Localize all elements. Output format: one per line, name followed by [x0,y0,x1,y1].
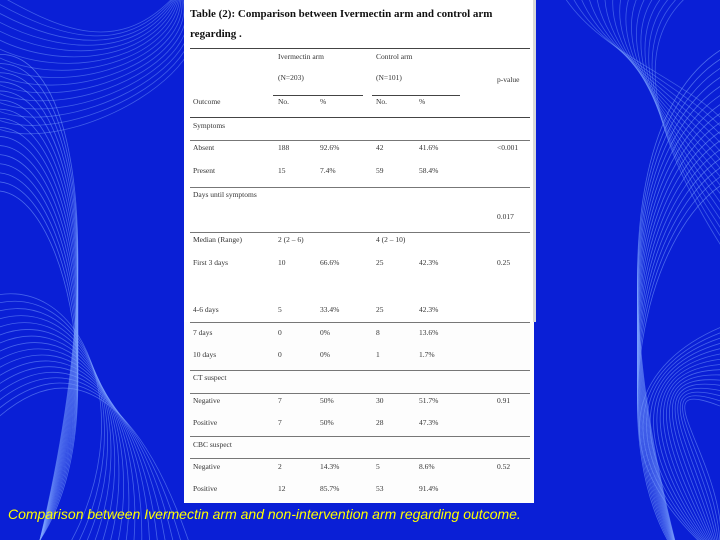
row-rule [190,187,530,188]
table-cell-p-value: 0.25 [497,258,511,267]
header-control-arm: Control arm [376,52,413,61]
background-wave-line [637,148,720,540]
table-cell-c2: 33.4% [320,305,340,314]
background-wave-line [0,191,78,540]
table-cell-outcome: 10 days [193,350,217,359]
table-cell-c1: 0 [278,328,282,337]
table-cell-c1: 15 [278,166,286,175]
table-title-line2: regarding . [190,28,242,40]
table-cell-c1: 5 [278,305,282,314]
table-cell-c4: 42.3% [419,305,439,314]
background-wave-line [0,0,184,93]
header-ivermectin-n: (N=203) [278,73,304,82]
table-cell-outcome: CBC suspect [193,440,232,449]
table-cell-c1: 0 [278,350,282,359]
table-cell-c1: 12 [278,484,286,493]
table-cell-outcome: Present [193,166,216,175]
table-cell-outcome: Negative [193,462,221,471]
background-wave-line [0,0,180,32]
row-rule [190,140,530,141]
slide-caption: Comparison between Ivermectin arm and non-intervention arm regarding outcome. [8,506,521,522]
table-cell-c4: 13.6% [419,328,439,337]
table-cell-outcome: 4-6 days [193,305,219,314]
row-rule [190,370,530,371]
table-cell-p-value: <0.001 [497,143,519,152]
table-cell-outcome: Negative [193,396,221,405]
row-rule [190,458,530,459]
background-wave-line [660,358,720,540]
background-wave-line [605,0,720,185]
table-cell-outcome: Absent [193,143,215,152]
control-rule [372,95,460,96]
table-cell-c3: 25 [376,305,384,314]
table-cell-c2: 66.6% [320,258,340,267]
background-wave-line [0,54,78,540]
table-cell-outcome: Symptoms [193,121,226,130]
table-cell-c4: 8.6% [419,462,435,471]
table-cell-p-value: 0.52 [497,462,511,471]
table-cell-outcome: Positive [193,484,218,493]
background-wave-line [652,0,720,266]
background-wave-line [0,0,180,51]
table-cell-p-value: 0.017 [497,212,514,221]
row-rule [190,393,530,394]
table-cell-c4: 1.7% [419,350,435,359]
background-wave-line [0,0,180,36]
table-cell-outcome: Median (Range) [193,235,242,244]
header-outcome: Outcome [193,97,221,106]
table-cell-outcome: Positive [193,418,218,427]
table-cell-c2: 92.6% [320,143,340,152]
background-wave-line [645,0,720,248]
table-cell-c2: 50% [320,396,334,405]
table-image-edge [533,0,536,322]
table-title [190,4,530,44]
header-top-rule [190,48,530,49]
table-cell-c2: 85.7% [320,484,340,493]
table-cell-c3: 42 [376,143,384,152]
table-cell-c4: 42.3% [419,258,439,267]
table-cell-c3: 25 [376,258,384,267]
row-rule [190,436,530,437]
header-bottom-rule [190,117,530,118]
header-p-value: p-value [497,75,520,84]
row-rule [190,322,530,323]
table-cell-outcome: 7 days [193,328,213,337]
ivermectin-rule [273,95,363,96]
table-cell-c4: 51.7% [419,396,439,405]
table-cell-c2: 0% [320,328,330,337]
table-cell-c1: 7 [278,418,282,427]
table-cell-c2: 7.4% [320,166,336,175]
table-cell-c1: 2 (2 – 6) [278,235,304,244]
table-cell-c3: 5 [376,462,380,471]
table-cell-c3: 53 [376,484,384,493]
table-cell-c3: 28 [376,418,384,427]
row-rule [190,232,530,233]
background-wave-line [596,0,720,176]
header-control-n: (N=101) [376,73,402,82]
header-pct-2: % [419,97,426,106]
table-cell-p-value: 0.91 [497,396,511,405]
table-cell-c3: 1 [376,350,380,359]
table-cell-c4: 91.4% [419,484,439,493]
background-wave-line [0,0,180,45]
background-wave-line [0,155,78,540]
table-cell-c3: 30 [376,396,384,405]
table-cell-c1: 188 [278,143,290,152]
header-pct-1: % [320,97,327,106]
table-cell-c3: 4 (2 – 10) [376,235,406,244]
table-cell-c2: 0% [320,350,330,359]
table-cell-outcome: First 3 days [193,258,229,267]
table-cell-c2: 14.3% [320,462,340,471]
table-title-line1: Table (2): Comparison between Ivermectin arm and control arm [190,8,493,20]
table-cell-outcome: Days until symptoms [193,190,257,199]
table-cell-c2: 50% [320,418,334,427]
table-image-lower [184,322,534,503]
table-cell-c1: 10 [278,258,286,267]
background-wave-line [0,118,78,540]
background-wave-line [0,0,181,78]
table-cell-outcome: CT suspect [193,373,227,382]
table-cell-c4: 41.6% [419,143,439,152]
header-ivermectin-arm: Ivermectin arm [278,52,325,61]
table-cell-c3: 59 [376,166,384,175]
table-cell-c3: 8 [376,328,380,337]
table-cell-c4: 47.3% [419,418,439,427]
table-cell-c1: 7 [278,396,282,405]
header-no-1: No. [278,97,290,106]
header-no-2: No. [376,97,388,106]
table-cell-c4: 58.4% [419,166,439,175]
background-wave-line [578,0,720,158]
table-cell-c1: 2 [278,462,282,471]
